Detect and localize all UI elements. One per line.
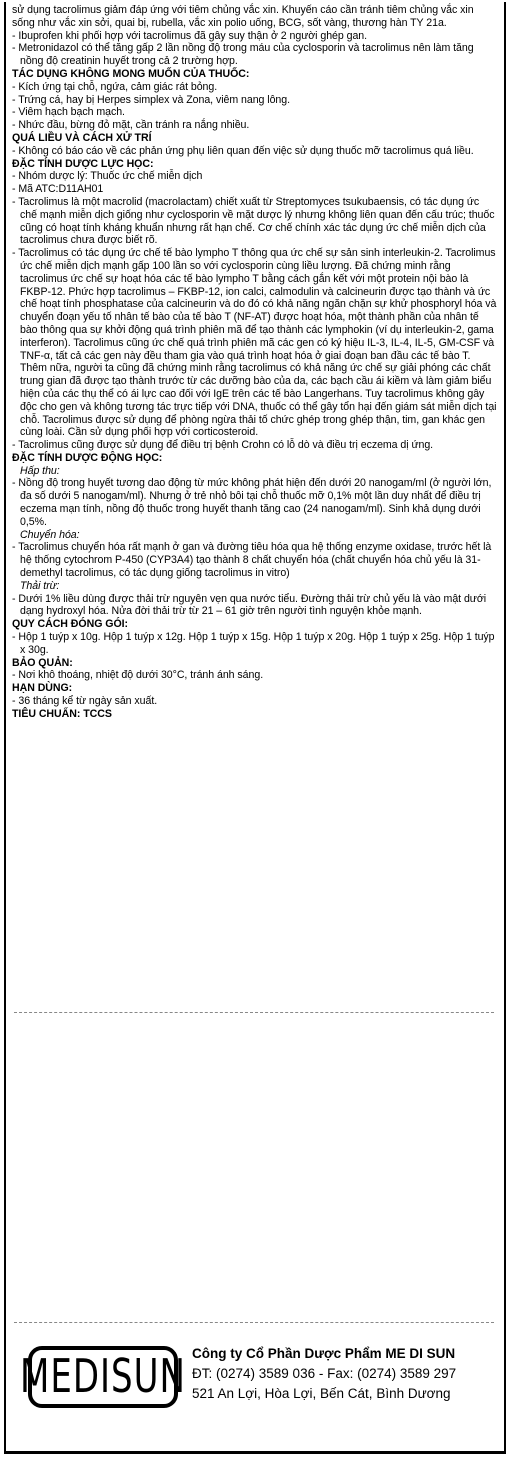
section-heading: BẢO QUẢN: <box>12 656 73 669</box>
bullet-item: - Nhức đầu, bừng đỏ mặt, cần tránh ra nắng nhiều. <box>12 119 498 132</box>
bullet-item: - Nơi khô thoáng, nhiệt độ dưới 30°C, tránh ánh sáng. <box>12 669 498 682</box>
paragraph: sử dụng tacrolimus giảm đáp ứng với tiêm chủng vắc xin. Khuyến cáo cần tránh tiêm chủng vắc xin sống như vắc xin sởi, quai bị, rubella, vắc xin polio uống, BCG, sốt vàng, thương hàn TY 21a. <box>12 4 474 29</box>
bullet-item: - Tacrolimus cũng được sử dụng để điều trị bệnh Crohn có lỗ dò và điều trị eczema dị ứng. <box>12 439 498 452</box>
bullet-item: - Kích ứng tại chỗ, ngứa, cảm giác rát bỏng. <box>12 81 498 94</box>
logo-text: MEDISUN <box>20 1350 186 1404</box>
dashed-divider <box>14 1322 494 1323</box>
dashed-divider <box>14 1012 494 1013</box>
company-info <box>192 1344 502 1404</box>
bullet-item: - Hộp 1 tuýp x 10g. Hộp 1 tuýp x 12g. Hộp 1 tuýp x 15g. Hộp 1 tuýp x 20g. Hộp 1 tuýp x 25g. Hộp 1 tuýp x 30g. <box>12 631 498 657</box>
section-heading: HẠN DÙNG: <box>12 682 73 695</box>
section-heading: ĐẶC TÍNH DƯỢC ĐỘNG HỌC: <box>12 451 163 464</box>
section-heading: QUY CÁCH ĐÓNG GÓI: <box>12 618 129 631</box>
medisun-logo <box>20 1346 186 1408</box>
bullet-item: - Tacrolimus là một macrolid (macrolactam) chiết xuất từ Streptomyces tsukubaensis, có tác dụng ức chế mạnh miễn dịch giống như cyclosporin về mặt dược lý nhưng không liên quan đến cấu trúc; thuốc cũng có hoạt tính kháng khuẩn nhưng rất hạn chế. Cơ chế chính xác tác dụng ức chế miễn dịch của tacrolimus chưa được biết rõ. <box>12 196 498 247</box>
bullet-item: - Không có báo cáo về các phản ứng phụ liên quan đến việc sử dụng thuốc mỡ tacrolimus quá liều. <box>12 145 498 158</box>
subsection-heading: Chuyển hóa: <box>20 528 80 541</box>
section-heading: ĐẶC TÍNH DƯỢC LỰC HỌC: <box>12 157 154 170</box>
subsection-heading: Hấp thu: <box>20 464 60 477</box>
section-heading: TÁC DỤNG KHÔNG MONG MUỐN CỦA THUỐC: <box>12 67 250 80</box>
section-heading: QUÁ LIỀU VÀ CÁCH XỬ TRÍ <box>12 131 152 144</box>
bullet-item: - Dưới 1% liều dùng được thải trừ nguyên vẹn qua nước tiểu. Đường thải trừ chủ yếu là vào mật dưới dạng hydroxyl hóa. Nửa đời thải trừ từ 21 – 61 giờ trên người tình nguyện khỏe mạnh. <box>12 593 498 619</box>
bullet-item: - 36 tháng kể từ ngày sản xuất. <box>12 695 498 708</box>
bullet-item: - Nhóm dược lý: Thuốc ức chế miễn dịch <box>12 170 498 183</box>
bullet-item: - Tacrolimus chuyển hóa rất mạnh ở gan và đường tiêu hóa qua hệ thống enzyme oxidase, trước hết là hệ thống cytochrom P-450 (CYP3A4) tạo thành 8 chất chuyển hóa (chất chuyển hóa chủ yếu là 31-demethyl tacrolimus, có tác dụng giống tacrolimus in vitro) <box>12 541 498 579</box>
company-phone-fax: ĐT: (0274) 3589 036 - Fax: (0274) 3589 297 <box>192 1366 457 1381</box>
company-name: Công ty Cổ Phần Dược Phẩm ME DI SUN <box>192 1346 456 1361</box>
bullet-item: - Viêm hạch bạch mạch. <box>12 106 498 119</box>
leaflet-text <box>12 4 498 721</box>
section-heading: TIÊU CHUẨN: TCCS <box>12 707 112 720</box>
bullet-item: - Ibuprofen khi phối hợp với tacrolimus đã gây suy thận ở 2 người ghép gan. <box>12 30 498 43</box>
company-address: 521 An Lợi, Hòa Lợi, Bến Cát, Bình Dương <box>192 1386 451 1401</box>
bullet-item: - Metronidazol có thể tăng gấp 2 lần nồng độ trong máu của cyclosporin và tacrolimus nên làm tăng nồng độ creatinin huyết trong cả 2 trường hợp. <box>12 42 498 68</box>
company-footer <box>20 1340 498 1420</box>
bullet-item: - Nồng độ trong huyết tương dao động từ mức không phát hiện đến dưới 20 nanogam/ml (ở người lớn, đa số dưới 5 nanogam/ml). Nhưng ở trẻ nhỏ bôi tại chỗ thuốc mỡ 0,1% một lần duy nhất để điều trị eczema mạn tính, nồng độ thuốc trong huyết thanh tăng cao (24 nanogam/ml). Sinh khả dụng dưới 0,5%. <box>12 477 498 528</box>
bullet-item: - Mã ATC:D11AH01 <box>12 183 498 196</box>
bullet-item: - Trứng cá, hay bị Herpes simplex và Zona, viêm nang lông. <box>12 94 498 107</box>
subsection-heading: Thải trừ: <box>20 579 60 592</box>
bullet-item: - Tacrolimus có tác dụng ức chế tế bào lympho T thông qua ức chế sự sản sinh interleukin-2. Tacrolimus ức chế miễn dịch mạnh gấp 100 lần so với cyclosporin cùng liều lượng. Đã chứng minh rằng tacrolimus ức chế sự hoạt hóa các tế bào lympho T bằng cách gắn kết với một protein nội bào là FKBP-12. Phức hợp tacrolimus – FKBP-12, ion calci, calmodulin và calcineurin được tạo thành và ức chế hoạt tính phosphatase của calcineurin và do đó có khả năng ngăn chặn sự khử phosphoryl hóa và chuyển đoạn yếu tố nhân tế bào của tế bào T (NF-AT) được hoạt hóa, một thành phần của nhân tế bào thông qua sự khởi động quá trình phiên mã để tạo thành các lymphokin (ví dụ interleukin-2, gama interferon). Tacrolimus cũng ức chế quá trình phiên mã các gen có ký hiệu IL-3, IL-4, IL-5, GM-CSF và TNF-α, tất cả các gen này đều tham gia vào quá trình hoạt hóa ở giai đoạn ban đầu các tế bào T. Thêm nữa, người ta cũng đã chứng minh rằng tacrolimus có khả năng ức chế sự giải phóng các chất trung gian đã được tạo thành trước từ các dưỡng bào của da, các bạch cầu ái kiềm và làm giảm biểu hiện của các thụ thể có ái lực cao đối với IgE trên các tế bào Langerhans. Tuy tacrolimus không gây độc cho gen và không tương tác trực tiếp với DNA, thuốc có thể gây tổn hại đến giám sát miễn dịch tại chỗ. Tacrolimus được sử dụng để phòng ngừa thải tố chức ghép trong ghép thận, tim, gan khác gen cùng loài. Cần sử dụng phối hợp với corticosteroid. <box>12 247 498 439</box>
